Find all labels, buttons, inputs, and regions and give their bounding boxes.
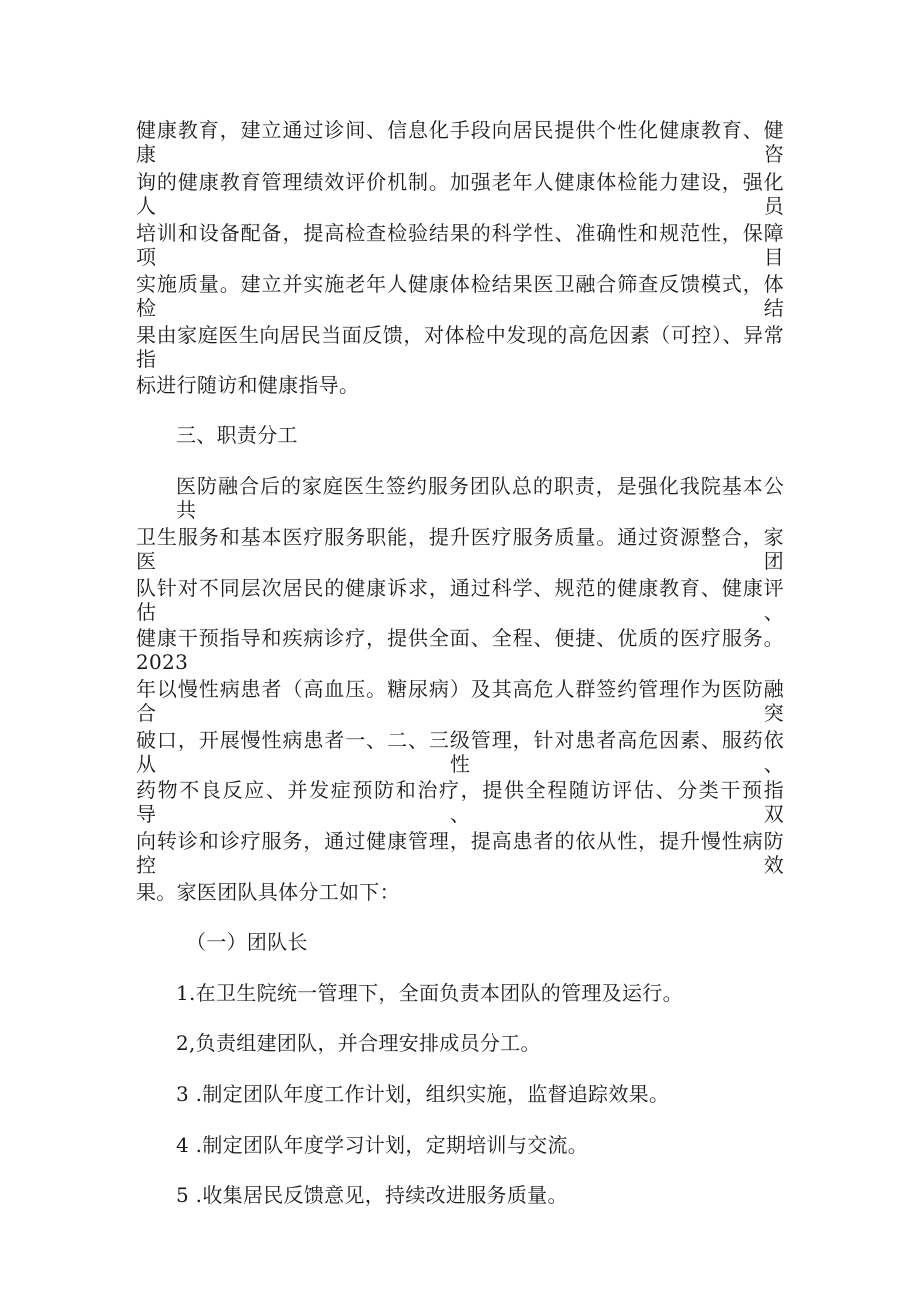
text-line: 卫生服务和基本医疗服务职能，提升医疗服务质量。通过资源整合，家医团 (136, 525, 784, 573)
text-line: 向转诊和诊疗服务，通过健康管理，提高患者的依从性，提升慢性病防控效 (136, 829, 784, 877)
list-item: 4 .制定团队年度学习计划，定期培训与交流。 (176, 1133, 589, 1157)
text-line: 果由家庭医生向居民当面反馈，对体检中发现的高危因素（可控）、异常指 (136, 323, 784, 371)
list-item: 3 .制定团队年度工作计划，组织实施，监督追踪效果。 (176, 1082, 670, 1106)
text-line: 健康教育，建立通过诊间、信息化手段向居民提供个性化健康教育、健康咨 (136, 118, 784, 166)
list-item: 2,负责组建团队，并合理安排成员分工。 (176, 1031, 541, 1055)
list-item: 1.在卫生院统一管理下，全面负责本团队的管理及运行。 (176, 981, 683, 1005)
text-line: 年以慢性病患者（高血压。糖尿病）及其高危人群签约管理作为医防融合突 (136, 677, 784, 725)
text-line: 标进行随访和健康指导。 (136, 373, 360, 397)
text-line: 破口，开展慢性病患者一、二、三级管理，针对患者高危因素、服药依从性、 (136, 728, 784, 776)
text-line: 健康干预指导和疾病诊疗，提供全面、全程、便捷、优质的医疗服务。2023 (136, 626, 784, 674)
text-line: 培训和设备配备，提高检查检验结果的科学性、准确性和规范性，保障项目 (136, 221, 784, 269)
subsection-heading: （一）团队长 (186, 930, 308, 954)
list-item: 5 .收集居民反馈意见，持续改进服务质量。 (176, 1183, 568, 1207)
text-line: 医防融合后的家庭医生签约服务团队总的职责，是强化我院基本公共 (176, 474, 784, 522)
text-line: 队针对不同层次居民的健康诉求，通过科学、规范的健康教育、健康评估、 (136, 576, 784, 624)
text-line: 果。家医团队具体分工如下： (136, 880, 400, 904)
text-line: 询的健康教育管理绩效评价机制。加强老年人健康体检能力建设，强化人员 (136, 170, 784, 218)
text-line: 药物不良反应、并发症预防和治疗，提供全程随访评估、分类干预指导、双 (136, 778, 784, 826)
text-line: 实施质量。建立并实施老年人健康体检结果医卫融合筛查反馈模式，体检结 (136, 272, 784, 320)
section-heading: 三、职责分工 (176, 423, 298, 447)
